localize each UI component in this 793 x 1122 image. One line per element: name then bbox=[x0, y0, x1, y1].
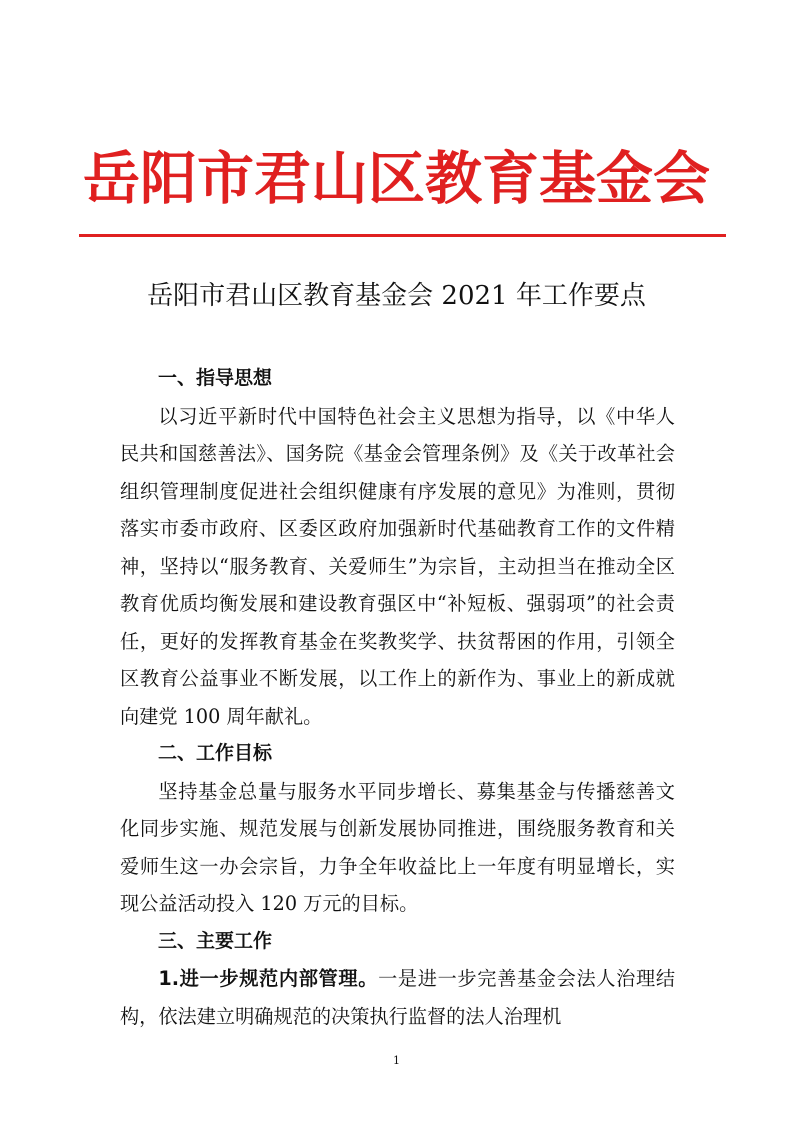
section-paragraph-work-goals: 坚持基金总量与服务水平同步增长、募集基金与传播慈善文化同步实施、规范发展与创新发展协同推进，围绕服务教育和关爱师生这一办会宗旨，力争全年收益比上一年度有明显增长，实现公益活动投入 120 万元的目标。 bbox=[120, 779, 675, 915]
section-heading-guiding-ideology: 一、指导思想 bbox=[158, 367, 273, 389]
organization-header: 岳阳市君山区教育基金会 bbox=[83, 145, 710, 212]
document-body bbox=[120, 360, 675, 1035]
section-paragraph-main-work bbox=[120, 960, 675, 1035]
section-heading-work-goals: 二、工作目标 bbox=[158, 742, 273, 764]
document-title: 岳阳市君山区教育基金会 2021 年工作要点 bbox=[147, 281, 646, 311]
page-number: 1 bbox=[393, 1054, 400, 1067]
section-paragraph-guiding-ideology: 以习近平新时代中国特色社会主义思想为指导，以《中华人民共和国慈善法》、国务院《基金会管理条例》及《关于改革社会组织管理制度促进社会组织健康有序发展的意见》为准则，贯彻落实市委市政府、区委区政府加强新时代基础教育工作的文件精神，坚持以“服务教育、关爱师生”为宗旨，主动担当在推动全区教育优质均衡发展和建设教育强区中“补短板、强弱项”的社会责任，更好的发挥教育基金在奖教奖学、扶贫帮困的作用，引领全区教育公益事业不断发展，以工作上的新作为、事业上的新成就向建党 100 周年献礼。 bbox=[120, 404, 675, 728]
header-red-rule bbox=[79, 234, 726, 237]
item-body-text: 一是进一步完善基金会法人治理结构，依法建立明确规范的决策执行监督的法人治理机 bbox=[120, 967, 676, 1028]
section-heading-main-work: 三、主要工作 bbox=[158, 929, 273, 952]
item-lead-text: 1.进一步规范内部管理。 bbox=[158, 967, 379, 990]
